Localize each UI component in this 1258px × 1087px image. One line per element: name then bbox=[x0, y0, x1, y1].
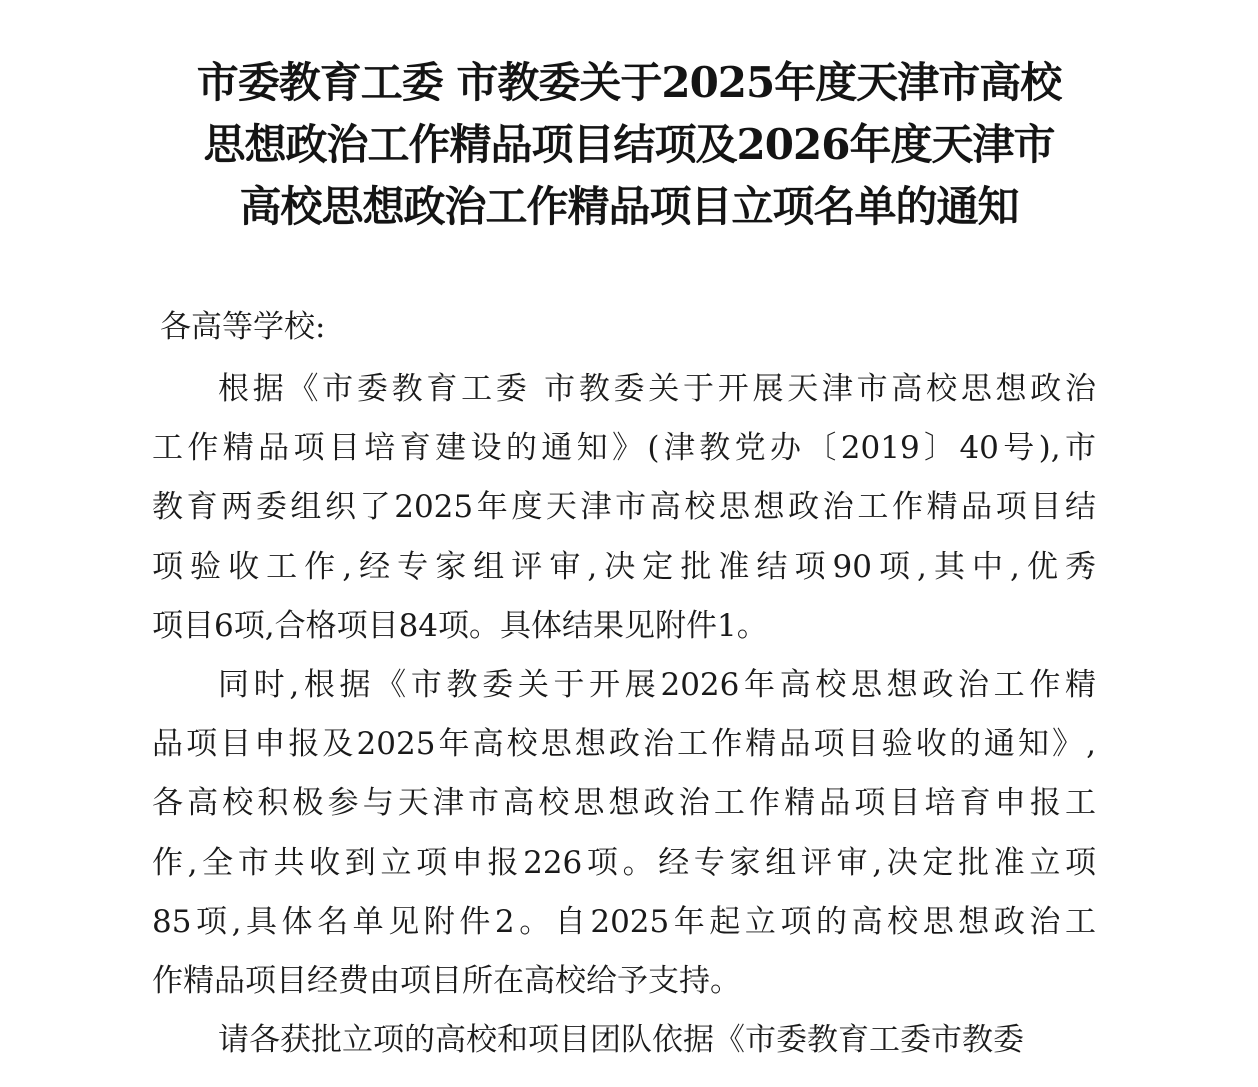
salutation: 各高等学校: bbox=[160, 309, 326, 345]
title-line: 高校思想政治工作精品项目立项名单的通知 bbox=[239, 182, 1019, 231]
body-line: 85项,具体名单见附件2。自2025年起立项的高校思想政治工 bbox=[152, 903, 1096, 940]
body-line: 品项目申报及2025年高校思想政治工作精品项目验收的通知》, bbox=[152, 726, 1096, 763]
body-line: 项目6项,合格项目84项。具体结果见附件1。 bbox=[152, 607, 768, 644]
body-line: 教育两委组织了2025年度天津市高校思想政治工作精品项目结 bbox=[152, 489, 1096, 526]
body-line: 工作精品项目培育建设的通知》(津教党办〔2019〕40号),市 bbox=[152, 430, 1096, 467]
document-title bbox=[120, 52, 1138, 238]
document-body bbox=[152, 360, 1096, 1070]
body-line: 各高校积极参与天津市高校思想政治工作精品项目培育申报工 bbox=[152, 785, 1096, 822]
title-line: 思想政治工作精品项目结项及2026年度天津市 bbox=[203, 120, 1055, 169]
body-line: 项验收工作,经专家组评审,决定批准结项90项,其中,优秀 bbox=[152, 548, 1096, 585]
body-line: 同时,根据《市教委关于开展2026年高校思想政治工作精 bbox=[218, 666, 1096, 703]
body-line: 作精品项目经费由项目所在高校给予支持。 bbox=[152, 962, 741, 999]
title-line: 市委教育工委 市教委关于2025年度天津市高校 bbox=[196, 58, 1062, 107]
body-line: 作,全市共收到立项申报226项。经专家组评审,决定批准立项 bbox=[152, 844, 1096, 881]
body-line: 请各获批立项的高校和项目团队依据《市委教育工委市教委 bbox=[218, 1022, 1024, 1059]
body-line: 根据《市委教育工委 市教委关于开展天津市高校思想政治 bbox=[218, 371, 1096, 407]
